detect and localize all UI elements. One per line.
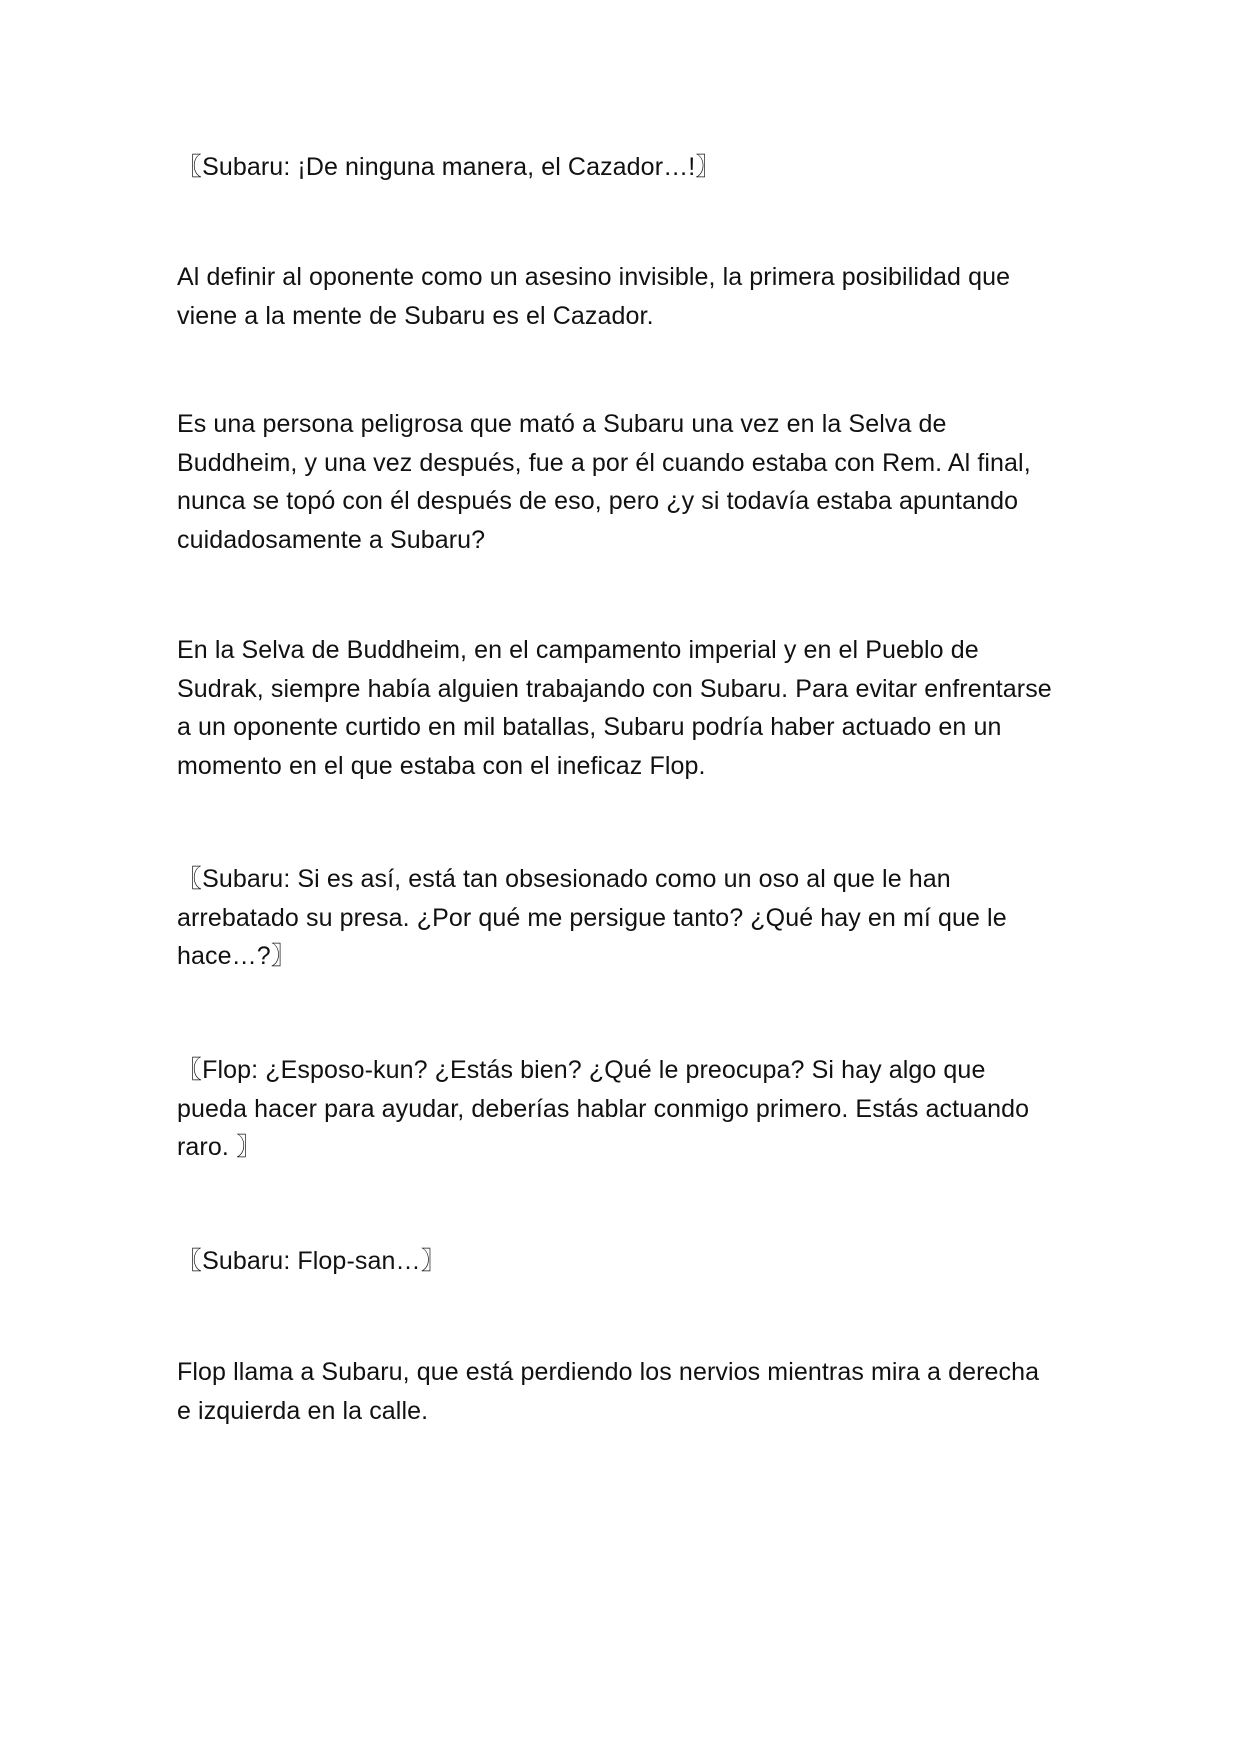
narration-paragraph-buddheim-forest: En la Selva de Buddheim, en el campamento imperial y en el Pueblo de Sudrak, siempre había alguien trabajando con Subaru. Para evitar enfrentarse a un oponente curtido en mil batallas, Subaru podría haber actuado en un momento en el que estaba con el ineficaz Flop.: [177, 636, 1052, 780]
narration-paragraph-dangerous-person: Es una persona peligrosa que mató a Subaru una vez en la Selva de Buddheim, y una vez después, fue a por él cuando estaba con Rem. Al final, nunca se topó con él después de eso, pero ¿y si todavía estaba apuntando cuidadosamente a Subaru?: [177, 410, 1031, 554]
narration-paragraph-flop-calls: Flop llama a Subaru, que está perdiendo los nervios mientras mira a derecha e izquierda en la calle.: [177, 1358, 1040, 1425]
dialogue-line-subaru-flop-san: 〖Subaru: Flop-san…〗: [177, 1247, 446, 1275]
dialogue-line-flop-concern: 〖Flop: ¿Esposo-kun? ¿Estás bien? ¿Qué le preocupa? Si hay algo que pueda hacer para ayudar, deberías hablar conmigo primero. Estás actuando raro. 〗: [177, 1056, 1030, 1161]
narration-paragraph-invisible-assassin: Al definir al oponente como un asesino invisible, la primera posibilidad que viene a la mente de Subaru es el Cazador.: [177, 263, 1011, 330]
dialogue-line-subaru-obsessed: 〖Subaru: Si es así, está tan obsesionado como un oso al que le han arrebatado su presa. ¿Por qué me persigue tanto? ¿Qué hay en mí que le hace…?〗: [177, 865, 1007, 970]
dialogue-line-subaru-cazador: 〖Subaru: ¡De ninguna manera, el Cazador…!〗: [177, 153, 721, 181]
